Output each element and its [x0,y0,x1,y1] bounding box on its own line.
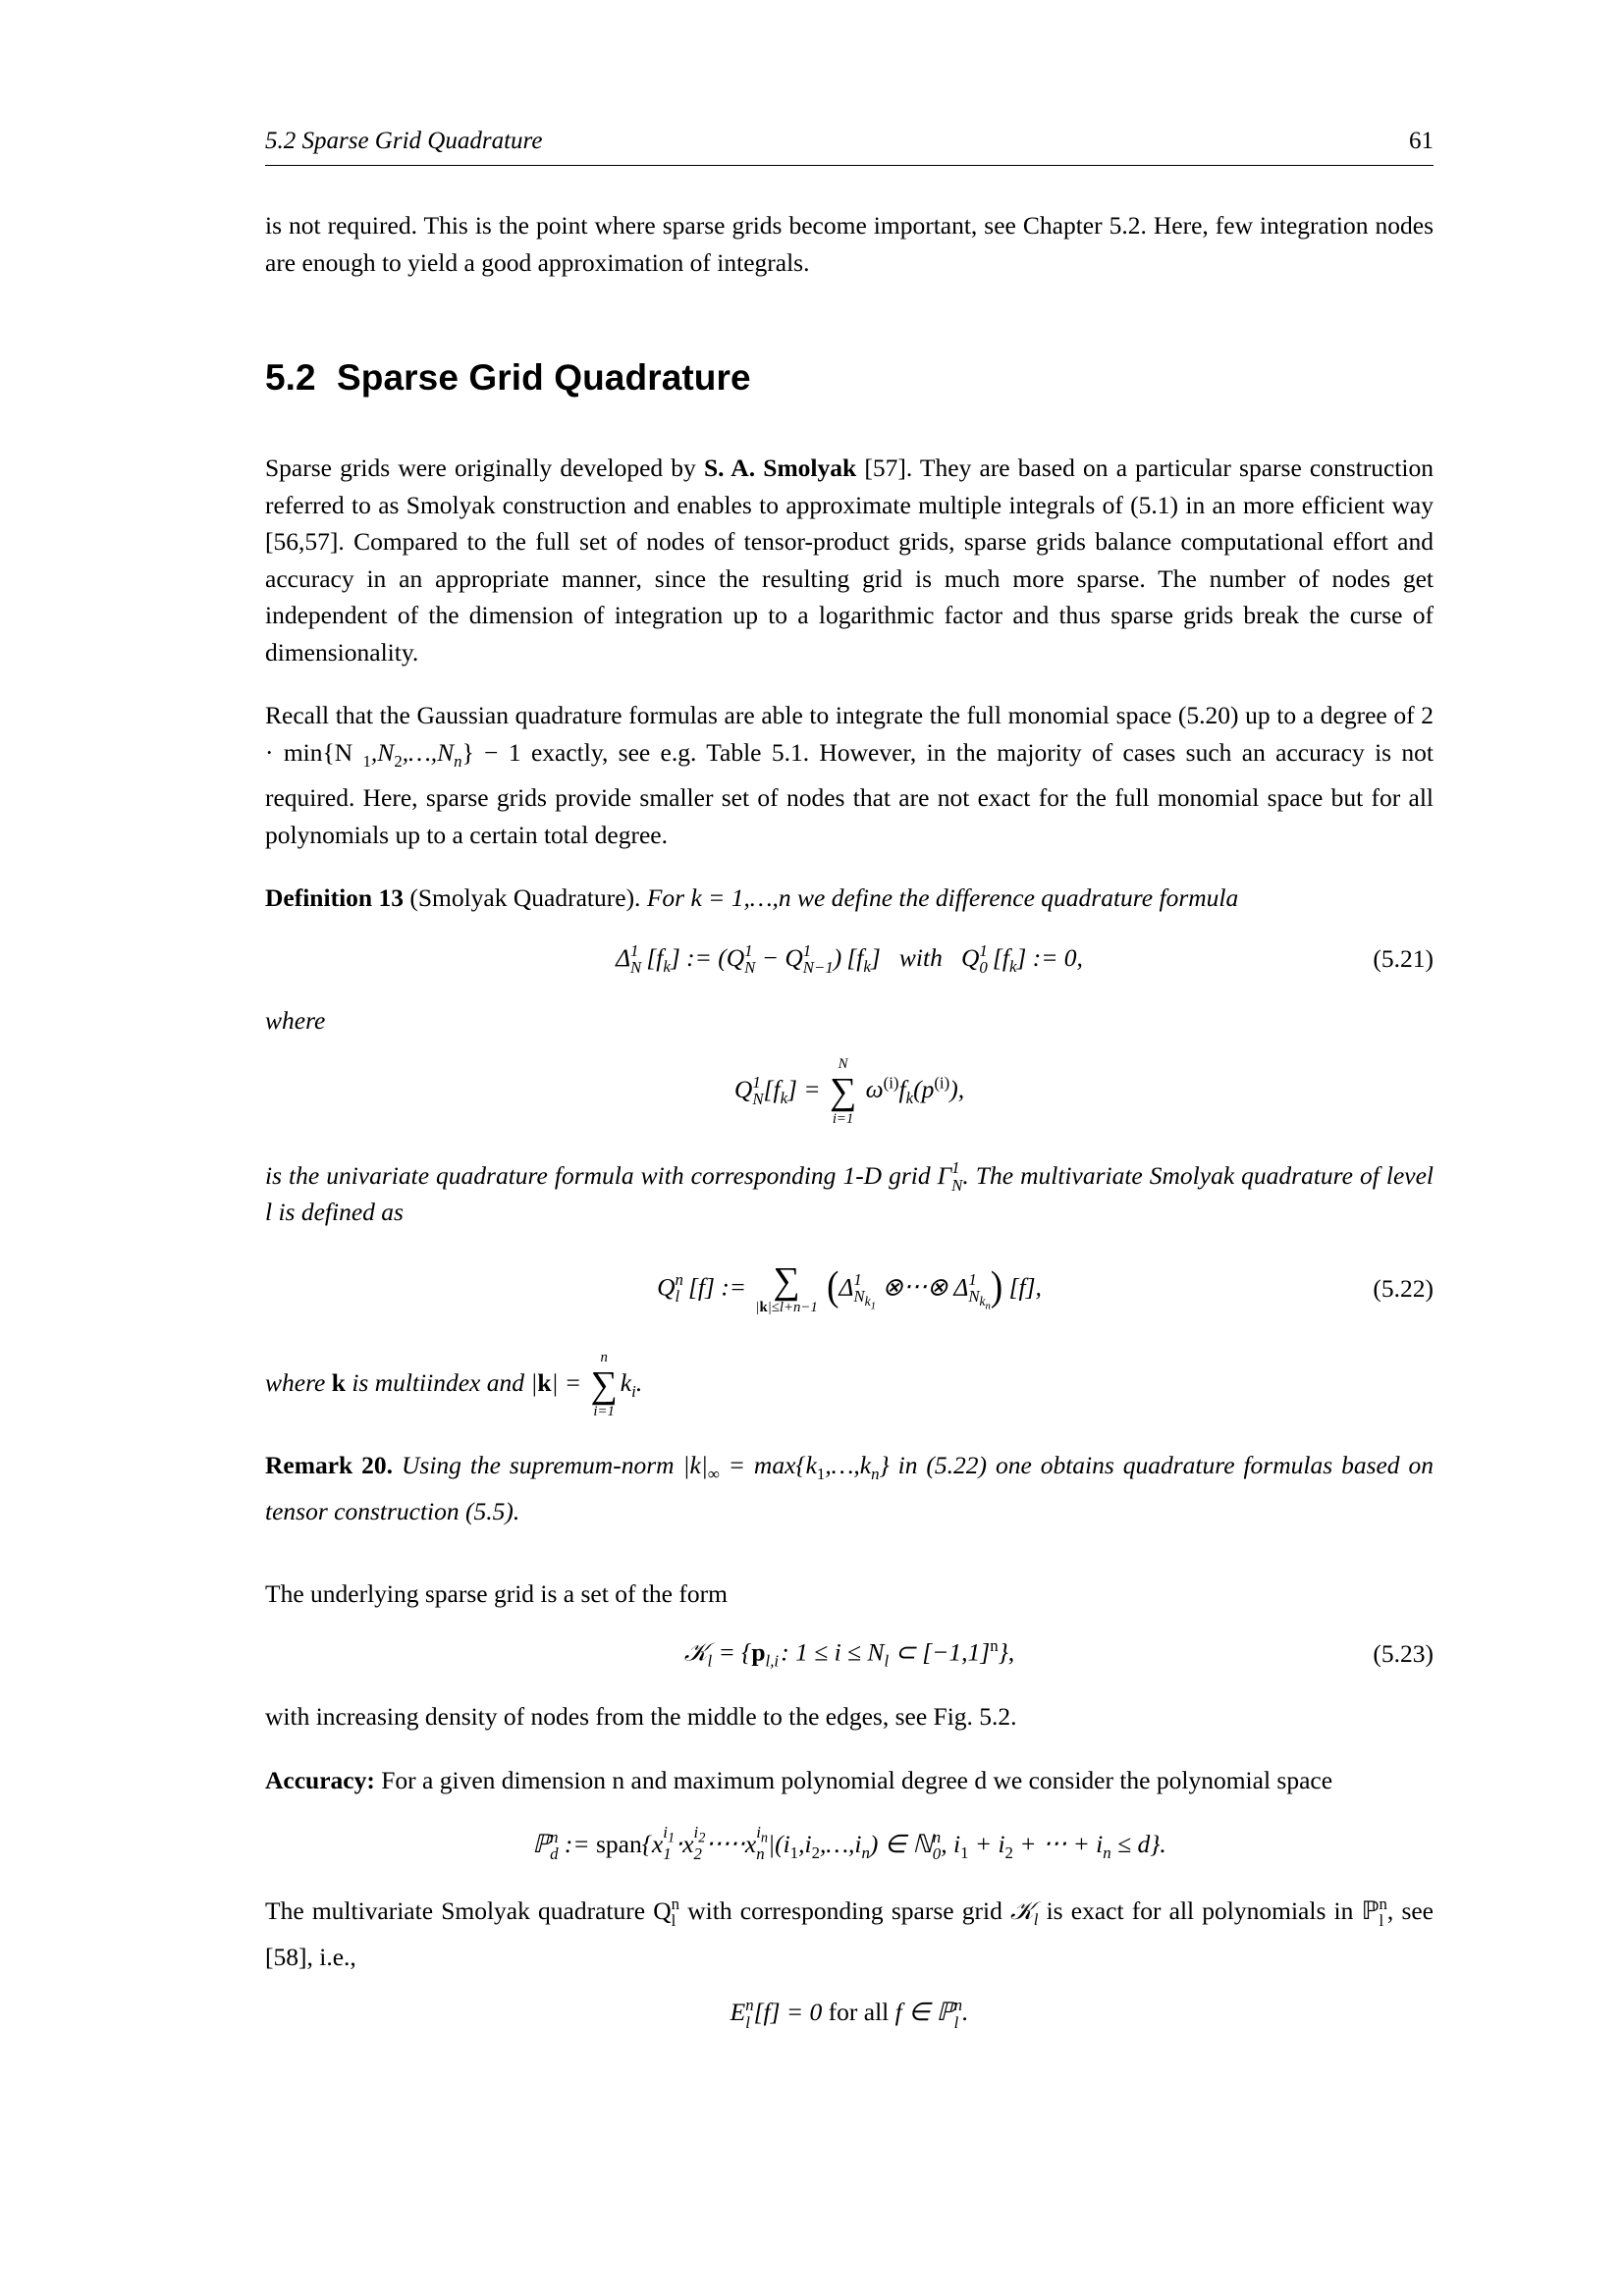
definition-text: For k = 1,…,n we define the difference quadrature formula [640,883,1239,913]
accuracy-label: Accuracy: [265,1765,375,1794]
multiindex-part1: where [265,1367,332,1397]
paragraph-gaussian: Recall that the Gaussian quadrature formulas are able to integrate the full monomial space (5.20) up to a degree of 2 · min{N $_1,N_2,\dots,N_n\} - 1$ exactly, see e.g. Table 5.1. However, in the majority of cases such an accuracy is not required. Here, sparse grids provide smaller set of nodes that are not exact for the full monomial space but for all polynomials up to a certain total degree. [265,701,1435,849]
remark-20: Remark 20. Using the supremum-norm $|k|_\infty$ = $\max\{k_1,\dots,k_n\}$ in (5.22) one obtains quadrature formulas based on tensor construction (5.5). [265,1451,1434,1525]
multiindex-k-2: k [537,1367,552,1397]
section-title: Sparse Grid Quadrature [337,357,751,398]
equation-5-21-body: Δ 1 N $[f_k]$ := (Q 1 N − Q 1 N−1 ) $[f_k]$ with Q 1 0 $[f_k]$ := 0, [616,940,1083,977]
section-number: 5.2 [265,357,316,398]
paragraph-accuracy [265,1762,1434,1799]
author-name: S. A. Smolyak [703,454,857,482]
definition-13 [265,880,1434,917]
multiindex-part2: is multiindex and | [345,1367,538,1397]
summation-operator-1: N ∑ i=1 [829,1056,857,1127]
accuracy-text: For a given dimension n and maximum polynomial degree d we consider the polynomial space [374,1765,1333,1794]
paragraph-exactness: The multivariate Smolyak quadrature Q n l with corresponding sparse grid 𝒦$_l$ is exact for all polynomials in ℙ n l , see [58], i.e., [265,1895,1435,1971]
definition-kind: (Smolyak Quadrature). [403,883,641,913]
summation-operator-2: ∑ |k|≤l+n−1 [755,1259,818,1315]
equation-5-21 [265,942,1434,977]
equation-polynomial-space [265,1824,1434,1863]
paragraph-smolyak-part1: Sparse grids were originally developed by [265,454,704,482]
paragraph-smolyak [265,450,1434,670]
multiindex-part3: | = [551,1367,588,1397]
equation-error-zero-body: E n l [f] = 0 for all f ∈ ℙ n l . [730,1996,969,2032]
paragraph-density: with increasing density of nodes from the middle to the edges, see Fig. 5.2. [265,1702,1017,1732]
remark-text-part3: } in (5.22) one obtains quadrature formulas based on tensor construction (5.5). [265,1451,1434,1525]
equation-5-22-body: Q n l [f] := ∑ |k|≤l+n−1 (Δ 1 $N_{k_1}$ ⊗⋅⋅⋅⊗ Δ 1 $N_{k_n}$ ) [f], [657,1259,1042,1315]
equation-5-23-tag: (5.23) [1373,1638,1434,1668]
equation-5-23 [265,1636,1434,1672]
definition-label: Definition 13 [265,883,404,913]
exactness-part3: is exact for all polynomials in [1038,1896,1362,1926]
equation-5-23-body: 𝒦$_l$ = {$p_{l,i}$ : $1 \le i \le N_l$ ⊂ $[-1,1]^n$}, [683,1635,1015,1671]
running-head [265,128,1434,166]
exactness-part2: with corresponding sparse grid [679,1896,1010,1926]
intro-paragraph: is not required. This is the point where sparse grids become important, see Chapter 5.2. Here, few integration nodes are enough to yield a good approximation of integrals. [265,211,1434,277]
paragraph-gaussian-part1: Recall that the Gaussian quadrature formulas are able to integrate the full monomial space (5.20) up to a degree of 2 · min{N [265,701,1434,767]
paragraph-smolyak-part2: [57]. They are based on a particular sparse construction referred to as Smolyak construction and enables to approximate multiple integrals of (5.1) in an more efficient way [56,57]. Compared to the full set of nodes of tensor-product grids, sparse grids balance computational effort and accuracy in an appropriate manner, since the resulting grid is much more sparse. The number of nodes get independent of the dimension of integration up to a logarithmic factor and thus sparse grids break the curse of dimensionality. [265,454,1434,667]
remark-text-part1: Using the supremum-norm |k| [393,1451,708,1480]
paragraph-multiindex: where k is multiindex and |k| = n ∑ i=1 $k_i$. [265,1349,643,1420]
paragraph-univariate-desc: is the univariate quadrature formula with corresponding 1-D grid Γ 1 N . The multivariate Smolyak quadrature of level l is defined as [265,1158,1434,1227]
equation-polynomial-space-body: ℙ n d := span{x $i_1$ 1 ⋅x $i_2$ 2 ⋅⋅⋅⋅⋅x $i_n$ n $|(i_1,i_2,\dots,i_n)$ ∈ ℕ n 0 , $i_1 + i_2$ + ⋅⋅⋅ + $i_n \le d$}. [532,1823,1166,1864]
remark-label: Remark 20. [265,1451,394,1480]
equation-univariate-body: Q 1 N $[f_k]$ = N ∑ i=1 $\omega^{(i)}f_k(p^{(i)})$, [733,1056,965,1127]
equation-5-21-tag: (5.21) [1373,944,1434,974]
paragraph-gaussian-part2: } − 1 exactly, see e.g. Table 5.1. However, in the majority of cases such an accuracy is not required. Here, sparse grids provide smaller set of nodes that are not exact for the full monomial space but for all polynomials up to a certain total degree. [265,737,1435,849]
equation-univariate-quadrature [265,1056,1434,1127]
univariate-desc-part1: is the univariate quadrature formula with corresponding 1-D grid Γ [265,1160,952,1190]
running-head-title: 5.2 Sparse Grid Quadrature [265,128,543,154]
where-label-1: where [265,1005,326,1035]
univariate-desc-part2: . The multivariate Smolyak quadrature of level l is defined as [265,1160,1434,1227]
multiindex-k-1: k [331,1367,346,1397]
equation-error-zero [265,1997,1434,2030]
summation-operator-3: n ∑ i=1 [590,1349,618,1420]
equation-5-22 [265,1259,1434,1316]
paragraph-underlying-grid: The underlying sparse grid is a set of the form [265,1579,728,1609]
equation-5-22-tag: (5.22) [1373,1274,1434,1304]
page-number: 61 [1409,128,1434,154]
exactness-part1: The multivariate Smolyak quadrature Q [265,1896,672,1926]
remark-text-part2: = max{k [719,1451,817,1480]
section-heading [265,357,1434,399]
page-content [265,128,1434,2056]
exactness-part4: , see [58], i.e., [265,1896,1435,1971]
